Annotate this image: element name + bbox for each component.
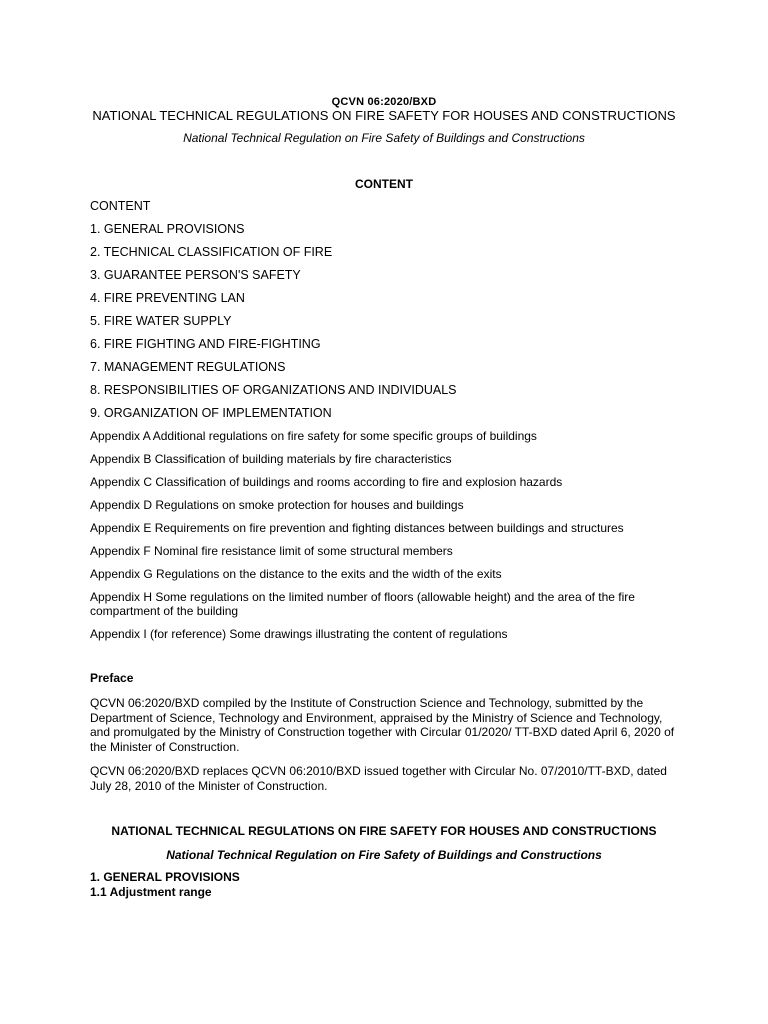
toc-item-appendix-f[interactable]: Appendix F Nominal fire resistance limit of some structural members [90,544,453,558]
toc-item-fire-preventing[interactable]: 4. FIRE PREVENTING LAN [90,291,245,305]
toc-item-content[interactable]: CONTENT [90,199,151,213]
subsection-heading: 1.1 Adjustment range [90,885,212,899]
toc-item-appendix-d[interactable]: Appendix D Regulations on smoke protection for houses and buildings [90,498,464,512]
toc-item-appendix-g[interactable]: Appendix G Regulations on the distance to the exits and the width of the exits [90,567,502,581]
toc-item-appendix-c[interactable]: Appendix C Classification of buildings and rooms according to fire and explosion hazards [90,475,563,489]
body-subtitle: National Technical Regulation on Fire Safety of Buildings and Constructions [166,848,602,862]
body-title: NATIONAL TECHNICAL REGULATIONS ON FIRE SAFETY FOR HOUSES AND CONSTRUCTIONS [111,824,657,838]
document-code: QCVN 06:2020/BXD [331,96,437,108]
toc-item-management-regulations[interactable]: 7. MANAGEMENT REGULATIONS [90,360,286,374]
document-subtitle: National Technical Regulation on Fire Safety of Buildings and Constructions [183,131,585,145]
toc-item-technical-classification[interactable]: 2. TECHNICAL CLASSIFICATION OF FIRE [90,245,333,259]
toc-item-appendix-h[interactable]: Appendix H Some regulations on the limited number of floors (allowable height) and the area of the fire compartment of the building [90,590,635,618]
toc-item-fire-fighting[interactable]: 6. FIRE FIGHTING AND FIRE-FIGHTING [90,337,321,351]
content-heading: CONTENT [355,177,413,191]
toc-item-fire-water-supply[interactable]: 5. FIRE WATER SUPPLY [90,314,232,328]
toc-item-appendix-a[interactable]: Appendix A Additional regulations on fire safety for some specific groups of buildings [90,429,537,443]
preface-heading: Preface [90,671,134,685]
preface-paragraph: QCVN 06:2020/BXD replaces QCVN 06:2010/BXD issued together with Circular No. 07/2010/TT-BXD, dated July 28, 2010 of the Minister of Construction. [90,764,667,793]
section-heading: 1. GENERAL PROVISIONS [90,870,240,884]
document-title: NATIONAL TECHNICAL REGULATIONS ON FIRE SAFETY FOR HOUSES AND CONSTRUCTIONS [92,108,676,123]
toc-item-general-provisions[interactable]: 1. GENERAL PROVISIONS [90,222,245,236]
toc-item-appendix-i[interactable]: Appendix I (for reference) Some drawings illustrating the content of regulations [90,627,508,641]
toc-item-appendix-b[interactable]: Appendix B Classification of building materials by fire characteristics [90,452,452,466]
toc-item-person-safety[interactable]: 3. GUARANTEE PERSON'S SAFETY [90,268,301,282]
toc-item-responsibilities[interactable]: 8. RESPONSIBILITIES OF ORGANIZATIONS AND INDIVIDUALS [90,383,457,397]
toc-item-appendix-e[interactable]: Appendix E Requirements on fire prevention and fighting distances between buildings and structures [90,521,624,535]
table-of-contents [90,199,680,650]
preface-paragraph: QCVN 06:2020/BXD compiled by the Institute of Construction Science and Technology, submitted by the Department of Science, Technology and Environment, appraised by the Ministry of Science and Technology, and promulgated by the Ministry of Construction together with Circular 01/2020/ TT-BXD dated April 6, 2020 of the Minister of Construction. [90,696,675,754]
toc-item-organization-implementation[interactable]: 9. ORGANIZATION OF IMPLEMENTATION [90,406,332,420]
